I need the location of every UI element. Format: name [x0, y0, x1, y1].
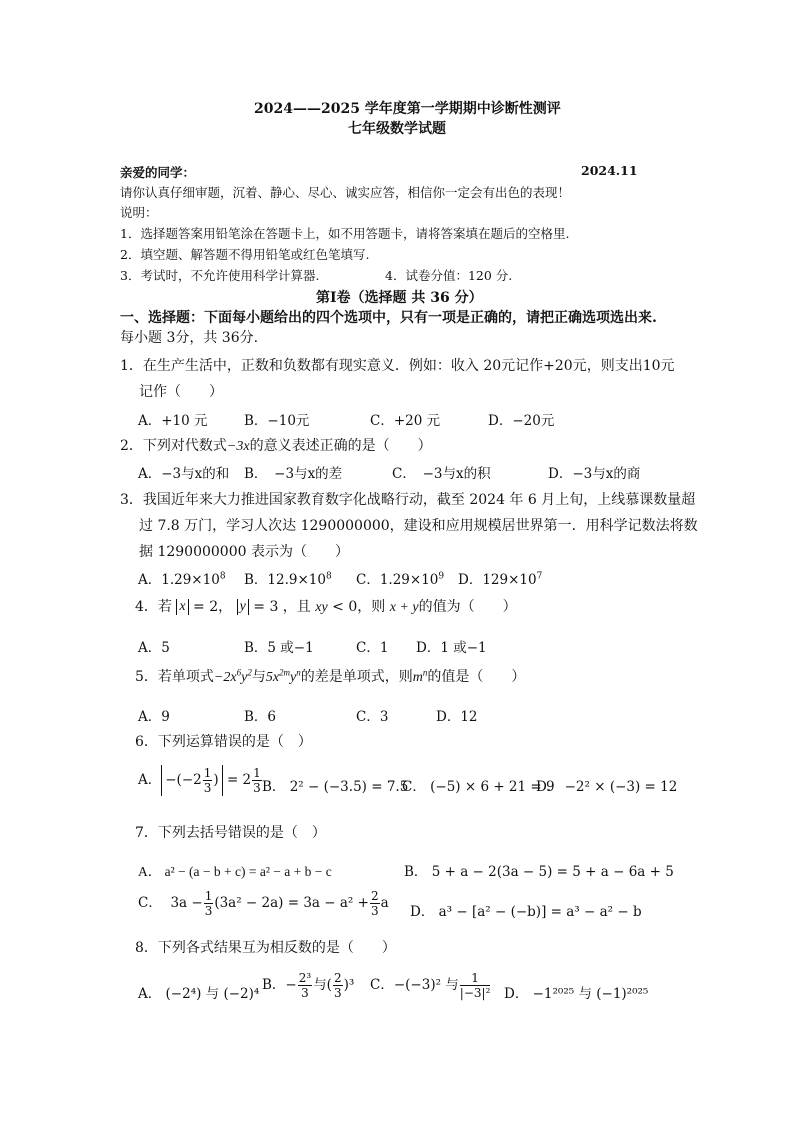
q5-m-exp: n — [422, 667, 428, 678]
q5-stem-post: 的值是（ ） — [427, 669, 526, 685]
q3-option-b-base: B．12.9×10 — [244, 572, 326, 588]
q1-option-a: A．+10 元 — [138, 413, 208, 429]
q8-b-frac2 — [333, 972, 343, 999]
q4-option-a: A．5 — [138, 640, 170, 656]
q4-abs-y: y — [237, 599, 249, 615]
q7-stem: 7．下列去括号错误的是（ ） — [135, 825, 326, 841]
q5-mono2: 5x — [265, 670, 280, 685]
q6-option-a — [138, 765, 263, 796]
q8-c-label: C． — [370, 977, 394, 993]
q7-c-mid: (3a² − 2a) = 3a − a² + — [214, 895, 369, 911]
q7-c-den2: 3 — [370, 904, 379, 918]
q3-option-c-base: C．1.29×10 — [356, 572, 439, 588]
q5-mono2-y: y — [290, 670, 297, 685]
q6-a-num2: 1 — [253, 766, 261, 780]
q7-c-den: 3 — [204, 904, 213, 918]
q3-option-c — [356, 568, 444, 588]
q2-option-d: D．−3与x的商 — [548, 466, 641, 482]
q6-a-frac — [203, 767, 213, 794]
q6-a-abs — [161, 765, 222, 796]
q4-option-c: C．1 — [356, 640, 389, 656]
q8-option-b — [262, 972, 354, 999]
q8-option-d: D． −1²⁰²⁵ 与 (−1)²⁰²⁵ — [504, 986, 649, 1002]
q8-b-den2: 3 — [333, 986, 342, 1000]
exam-title: 2024——2025 学年度第一学期期中诊断性测评 — [254, 101, 561, 117]
q6-a-frac2 — [252, 767, 262, 794]
q5-option-c: C．3 — [356, 709, 389, 725]
q8-b-den: 3 — [301, 986, 309, 1000]
q2-stem-pre: 2．下列对代数式 — [120, 438, 227, 454]
q8-b-label: B． — [262, 977, 286, 993]
q5-stem — [135, 666, 525, 686]
q5-mono1-exp2: 2 — [247, 667, 252, 678]
notes-label: 说明： — [120, 205, 158, 220]
q5-mono1-exp1: 6 — [236, 667, 242, 678]
q4-stem-post: 的值为（ ） — [418, 599, 517, 615]
q4-option-d: D．1 或−1 — [416, 640, 487, 656]
q4-lt: < 0，则 — [332, 599, 386, 615]
q4-eq2: = 3 ，且 — [253, 599, 311, 615]
q5-option-a: A．9 — [138, 709, 170, 725]
q7-c-label: C． — [138, 895, 162, 911]
section-instruction: 一、选择题：下面每小题给出的四个选项中，只有一项是正确的，请把正确选项选出来. — [120, 310, 657, 326]
section-scoring: 每小题 3分，共 36分. — [120, 330, 259, 346]
q1-stem-line1: 1．在生产生活中，正数和负数都有现实意义．例如：收入 20元记作+20元，则支出10元 — [120, 358, 675, 374]
q3-option-c-exp: 9 — [438, 571, 445, 582]
q8-b-num2: 2 — [333, 971, 342, 985]
q3-option-d-exp: 7 — [536, 571, 543, 582]
q1-option-b: B．−10元 — [244, 413, 310, 429]
q6-a-num: 1 — [203, 766, 212, 780]
q6-a-neg: −(−2 — [165, 772, 202, 788]
q1-stem-line2: 记作（ ） — [139, 384, 223, 400]
q4-sum: x + y — [389, 600, 419, 615]
q6-option-d: D． −2² × (−3) = 12 — [536, 779, 678, 795]
q7-c-frac — [204, 890, 214, 917]
q2-stem-post: 的意义表述正确的是（ ） — [249, 438, 432, 454]
q7-option-d: D． a³ − [a² − (−b)] = a³ − a² − b — [410, 904, 642, 920]
q8-option-a: A． (−2⁴) 与 (−2)⁴ — [138, 986, 260, 1002]
q8-b-neg: − — [285, 977, 297, 993]
q7-option-b: B． 5 + a − 2(3a − 5) = 5 + a − 6a + 5 — [404, 864, 674, 880]
note-4: 4．试卷分值：120 分. — [385, 268, 513, 283]
q6-stem: 6．下列运算错误的是（ ） — [135, 734, 312, 750]
q3-option-a-exp: 8 — [219, 571, 226, 582]
q2-option-c: C． −3与x的积 — [392, 466, 491, 482]
q3-option-d — [458, 568, 542, 588]
q7-option-a: A． a² − (a − b + c) = a² − a + b − c — [138, 864, 332, 879]
q5-mono1-y: y — [241, 670, 248, 685]
q2-stem — [120, 435, 432, 455]
q5-mono2-exp2: n — [296, 667, 301, 678]
q5-mid: 与 — [251, 669, 266, 685]
q1-option-d: D．−20元 — [488, 413, 555, 429]
exam-date: 2024.11 — [581, 163, 638, 178]
encouragement: 请你认真仔细审题，沉着、静心、尽心、诚实应答，相信你一定会有出色的表现！ — [120, 185, 571, 200]
q8-stem: 8．下列各式结果互为相反数的是（ ） — [135, 940, 396, 956]
q4-eq1: = 2， — [193, 599, 233, 615]
q5-option-b: B．6 — [244, 709, 277, 725]
q8-c-pre: −(−3)² 与 — [393, 977, 459, 993]
q4-stem-pre: 4．若 — [135, 599, 172, 615]
q8-b-post: )³ — [343, 977, 355, 993]
q1-option-c: C．+20 元 — [370, 413, 441, 429]
q8-c-den: |−3|² — [459, 986, 491, 1000]
q8-b-frac — [298, 972, 312, 999]
q7-c-num2: 2 — [370, 889, 379, 903]
q3-option-b — [244, 568, 332, 588]
q6-a-eq: = 2 — [226, 772, 252, 788]
q7-c-pre: 3a − — [170, 895, 203, 911]
q8-c-num: 1 — [460, 972, 491, 986]
q8-b-mid: 与( — [313, 977, 332, 993]
q3-stem-line2: 过 7.8 万门，学习人次达 1290000000，建设和应用规模居世界第一．用科学记数法将数 — [139, 518, 698, 534]
q3-option-d-base: D．129×10 — [458, 572, 537, 588]
q3-option-a — [138, 568, 226, 588]
note-1: 1．选择题答案用铅笔涂在答题卡上，如不用答题卡，请将答案填在题后的空格里. — [120, 226, 570, 241]
q7-c-frac2 — [370, 890, 380, 917]
q5-post1: 的差是单项式，则 — [300, 669, 413, 685]
q7-c-post: a — [380, 895, 389, 911]
q3-option-b-exp: 8 — [325, 571, 332, 582]
q8-option-c — [370, 972, 491, 999]
q7-c-num: 1 — [204, 889, 213, 903]
q4-stem — [135, 596, 517, 616]
note-2: 2．填空题、解答题不得用铅笔或红色笔填写. — [120, 247, 370, 262]
q4-cond: xy — [315, 600, 328, 615]
greeting: 亲爱的同学： — [120, 165, 196, 180]
q6-a-den2: 3 — [253, 781, 261, 795]
q8-b-num: 2³ — [298, 971, 312, 985]
q3-stem-line1: 3．我国近年来大力推进国家教育数字化战略行动，截至 2024 年 6 月上旬，上线慕课数量超 — [120, 492, 696, 508]
q6-option-b: B． 2² − (−3.5) = 7.5 — [262, 779, 409, 795]
q6-a-den: 3 — [203, 781, 212, 795]
q5-mono2-exp1: 2m — [279, 667, 291, 678]
q3-option-a-base: A．1.29×10 — [138, 572, 220, 588]
q5-stem-pre: 5．若单项式 — [135, 669, 214, 685]
q2-option-a: A．−3与x的和 — [138, 466, 230, 482]
q6-a-close: ) — [213, 772, 219, 788]
q5-option-d: D．12 — [436, 709, 478, 725]
section-title: 第Ⅰ卷（选择题 共 36 分） — [316, 290, 483, 306]
q6-option-c: C． (−5) × 6 + 21 = 9 — [402, 779, 555, 795]
q5-mono1: −2x — [213, 670, 237, 685]
q6-a-label: A． — [138, 772, 162, 788]
q4-abs-x: x — [176, 599, 188, 615]
q2-option-b: B． −3与x的差 — [244, 466, 343, 482]
q4-option-b: B．5 或−1 — [244, 640, 314, 656]
q7-option-c — [138, 890, 389, 917]
q5-m: m — [412, 670, 423, 685]
q8-c-frac — [460, 972, 491, 999]
exam-subtitle: 七年级数学试题 — [348, 121, 446, 137]
q2-expression: −3x — [226, 439, 250, 454]
q3-stem-line3: 据 1290000000 表示为（ ） — [139, 544, 349, 560]
note-3: 3．考试时，不允许使用科学计算器. — [120, 268, 320, 283]
